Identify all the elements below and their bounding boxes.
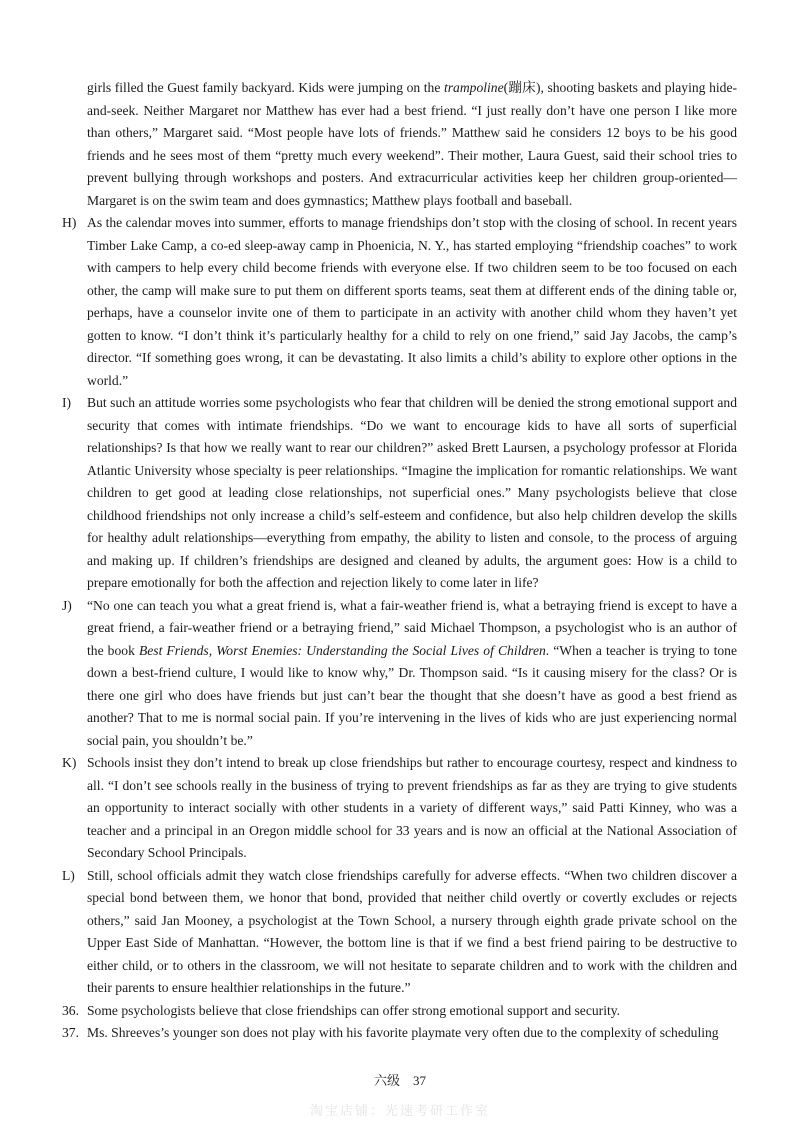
paragraph-j <box>0 595 800 753</box>
paragraph-label: J) <box>62 597 72 613</box>
footer-page-number: 37 <box>413 1073 426 1088</box>
text-segment: Still, school officials admit they watch close friendships carefully for adverse effects. “When two children discover a special bond between them, we honor that bond, provided that neither child overtly or covertly excludes or rejects others,” said Jan Mooney, a psychologist at the Town School, a nursery through eighth grade private school on the Upper East Side of Manhattan. “However, the bottom line is that if we find a best friend pairing to be destructive to either child, or to others in the classroom, we will not hesitate to separate children and to work with the children and their parents to ensure healthier relationships in the future.” <box>87 867 737 995</box>
text-segment: girls filled the Guest family backyard. Kids were jumping on the <box>87 80 444 95</box>
italic-text: trampoline <box>443 80 504 95</box>
watermark: 淘宝店铺：光速考研工作室 <box>309 1103 490 1118</box>
paragraph-i <box>0 392 800 595</box>
passage-content <box>0 77 800 1045</box>
paragraph-h <box>0 212 800 392</box>
paragraph-text <box>0 752 737 865</box>
text-segment: Schools insist they don’t intend to break up close friendships but rather to encourage courtesy, respect and kindness to all. “I don’t see schools really in the business of trying to prevent friendships as far as they are trying to give students an opportunity to interact socially with other students in a variety of different ways,” said Patti Kinney, who was a teacher and a principal in an Oregon middle school for 33 years and is now an official at the National Association of Secondary School Principals. <box>87 755 737 860</box>
question-text: Some psychologists believe that close friendships can offer strong emotional support and security. <box>87 1002 621 1018</box>
text-segment: . “When a teacher is trying to tone down a best-friend culture, I would like to know why,” Dr. Thompson said. “Is it causing misery for the class? Or is there one girl who does have friends but just can’t bear the thought that she doesn’t have as good a best friend as another? That to me is normal social pain. If you’re intervening in the lives of kids who are just experiencing normal social pain, you shouldn’t be.” <box>87 642 738 748</box>
text-segment: “No one can teach you what a great friend is, what a fair-weather friend is, what a betraying friend is except to have a great friend, a fair-weather friend or a betraying friend,” said Michael Thompson, a psychologist who is an author of the book <box>87 597 737 658</box>
paragraph-k <box>0 752 800 865</box>
text-segment: (蹦床), shooting baskets and playing hide-and-seek. Neither Margaret nor Matthew has ever had a best friend. “I just really don’t have one person I like more than others,” Margaret said. “Most people have lots of friends.” Matthew said he considers 12 boys to be his good friends and he sees most of them “pretty much every weekend”. Their mother, Laura Guest, said their school tries to prevent bullying through workshops and posters. And extracurricular activities keep her children group-oriented—Margaret is on the swim team and does gymnastics; Matthew plays football and baseball. <box>87 80 737 208</box>
paragraph-text <box>0 595 737 753</box>
footer-level: 六级 <box>373 1073 400 1088</box>
question-text: Ms. Shreeves’s younger son does not play with his favorite playmate very often due to the complexity of scheduling <box>87 1025 719 1040</box>
text-segment: As the calendar moves into summer, efforts to manage friendships don’t stop with the closing of school. In recent years Timber Lake Camp, a co-ed sleep-away camp in Phoenicia, N. Y., has started employing “friendship coaches” to work with campers to help every child become friends with everyone else. If two children seem to be too focused on each other, the camp will make sure to put them on different sports teams, seat them at different ends of the dining table or, perhaps, have a counselor invite one of them to participate in an activity with another child whom they haven’t yet gotten to know. “I don’t think it’s particularly healthy for a child to rely on one friend,” said Jay Jacobs, the camp’s director. “If something goes wrong, it can be devastating. It also limits a child’s ability to explore other options in the world.” <box>87 215 737 388</box>
paragraph-text <box>0 212 737 392</box>
question-number: 36. <box>62 1002 79 1018</box>
question-item <box>0 1022 737 1045</box>
paragraph-label: H) <box>62 215 77 230</box>
text-segment: But such an attitude worries some psychologists who fear that children will be denied the strong emotional support and security that comes with intimate friendships. “Do we want to encourage kids to have all sorts of superficial relationships? Is that how we really want to rear our children?” asked Brett Laursen, a psychology professor at Florida Atlantic University whose specialty is peer relationships. “Imagine the implication for romantic relationships. We want children to get good at leading close relationships, not superficial ones.” Many psychologists believe that close childhood friendships not only increase a child’s self-esteem and confidence, but also help children develop the skills for healthy adult relationships—everything from empathy, the ability to listen and console, to the process of arguing and making up. If children’s friendships are designed and cleaned by adults, the argument goes: How is a child to prepare emotionally for both the affection and rejection likely to come later in life? <box>87 395 737 590</box>
paragraph-text <box>0 77 737 212</box>
question-item <box>0 1000 737 1023</box>
paragraph-continuation <box>0 77 800 212</box>
paragraph-label: K) <box>62 755 77 770</box>
paragraph-label: L) <box>62 867 75 883</box>
paragraph-l <box>0 865 800 1000</box>
paragraph-text <box>0 865 737 1000</box>
question-number: 37. <box>62 1025 79 1040</box>
page-footer <box>0 1070 800 1093</box>
paragraph-text <box>0 392 737 595</box>
italic-text: Best Friends, Worst Enemies: Understanding the Social Lives of Children <box>138 642 546 658</box>
paragraph-label: I) <box>62 395 72 410</box>
